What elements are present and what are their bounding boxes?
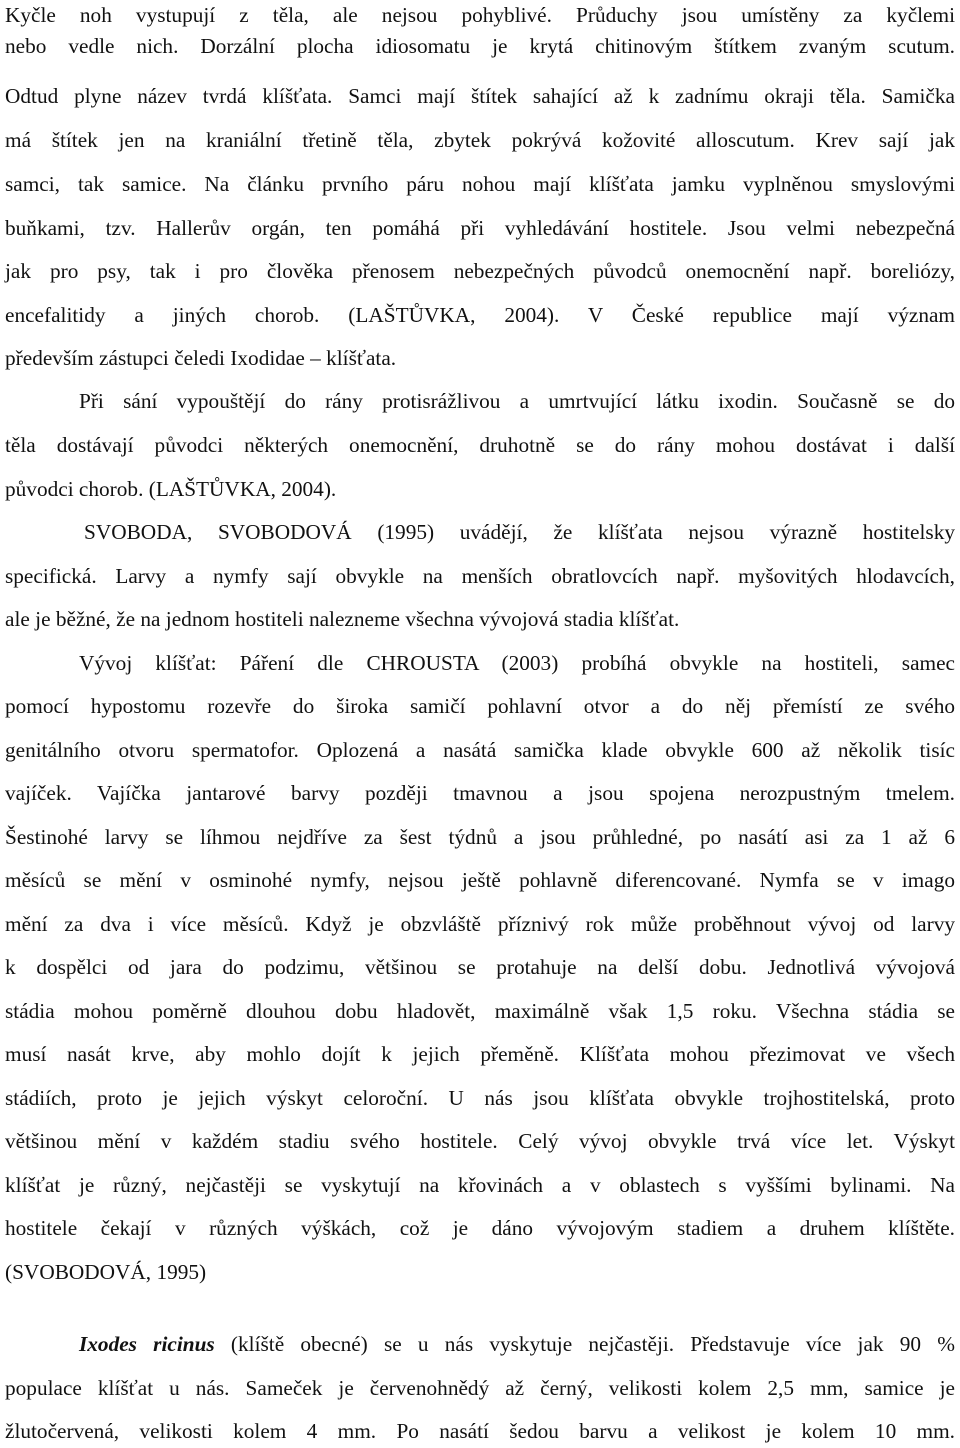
text-line: většinou mění v každém stadiu svého hostitele. Celý vývoj obvykle trvá více let. Výskyt: [5, 1129, 955, 1153]
text-line: vajíček. Vajíčka jantarové barvy později tmavnou a jsou spojena nerozpustným tmelem.: [5, 781, 955, 805]
text-line: Vývoj klíšťat: Páření dle CHROUSTA (2003) probíhá obvykle na hostiteli, samec: [79, 651, 955, 675]
text-line: klíšťat je různý, nejčastěji se vyskytují na křovinách a v oblastech s vyššími bylinami. Na: [5, 1173, 955, 1197]
text-line: populace klíšťat u nás. Sameček je červenohnědý až černý, velikosti kolem 2,5 mm, samice je: [5, 1376, 955, 1400]
text-line: samci, tak samice. Na článku prvního páru nohou mají klíšťata jamku vyplněnou smyslovými: [5, 172, 955, 196]
text-line: má štítek jen na kraniální třetině těla, zbytek pokrývá kožovité alloscutum. Krev sají jak: [5, 128, 955, 152]
text-line: pomocí hypostomu rozevře do široka samičí pohlavní otvor a do něj přemístí ze svého: [5, 694, 955, 718]
text-line: Odtud plyne název tvrdá klíšťata. Samci mají štítek sahající až k zadnímu okraji těla. Samička: [5, 84, 955, 108]
text-line: nebo vedle nich. Dorzální plocha idiosomatu je krytá chitinovým štítkem zvaným scutum.: [5, 34, 955, 58]
text-line: [79, 1329, 955, 1359]
text-line: musí nasát krve, aby mohlo dojít k jejich přeměně. Klíšťata mohou přezimovat ve všech: [5, 1042, 955, 1066]
text-line: specifická. Larvy a nymfy sají obvykle na menších obratlovcích např. myšovitých hlodavcích,: [5, 564, 955, 588]
text-line: jak pro psy, tak i pro člověka přenosem nebezpečných původců onemocnění např. boreliózy,: [5, 259, 955, 283]
text-line: stádiích, proto je jejich výskyt celoroční. U nás jsou klíšťata obvykle trojhostitelská, proto: [5, 1086, 955, 1110]
text-run: (klíště obecné) se u nás vyskytuje nejčastěji. Představuje více jak 90 %: [214, 1332, 955, 1356]
text-line: původci chorob. (LAŠTŮVKA, 2004).: [5, 477, 337, 501]
text-line: (SVOBODOVÁ, 1995): [5, 1260, 207, 1284]
text-line: žlutočervená, velikosti kolem 4 mm. Po nasátí šedou barvu a velikost je kolem 10 mm.: [5, 1419, 955, 1443]
text-line: genitálního otvoru spermatofor. Oplozená a nasátá samička klade obvykle 600 až několik tisíc: [5, 738, 955, 762]
text-line: Kyčle noh vystupují z těla, ale nejsou pohyblivé. Průduchy jsou umístěny za kyčlemi: [5, 3, 955, 27]
text-line: hostitele čekají v různých výškách, což je dáno vývojovým stadiem a druhem klíštěte.: [5, 1216, 955, 1240]
text-line: ale je běžné, že na jednom hostiteli nalezneme všechna vývojová stadia klíšťat.: [5, 607, 680, 631]
text-line: k dospělci od jara do podzimu, většinou se protahuje na delší dobu. Jednotlivá vývojová: [5, 955, 955, 979]
text-line: Šestinohé larvy se líhmou nejdříve za šest týdnů a jsou průhledné, po nasátí asi za 1 až 6: [5, 825, 955, 849]
text-line: encefalitidy a jiných chorob. (LAŠTŮVKA, 2004). V České republice mají význam: [5, 303, 955, 327]
text-line: SVOBODA, SVOBODOVÁ (1995) uvádějí, že klíšťata nejsou výrazně hostitelsky: [84, 520, 955, 544]
species-name: Ixodes ricinus: [79, 1332, 215, 1356]
text-line: stádia mohou poměrně dlouhou dobu hladovět, maximálně však 1,5 roku. Všechna stádia se: [5, 999, 955, 1023]
text-line: měsíců se mění v osminohé nymfy, nejsou ještě pohlavně diferencované. Nymfa se v imago: [5, 868, 955, 892]
text-line: Při sání vypouštějí do rány protisrážlivou a umrtvující látku ixodin. Současně se do: [79, 389, 955, 413]
text-line: těla dostávají původci některých onemocnění, druhotně se do rány mohou dostávat i další: [5, 433, 955, 457]
text-line: především zástupci čeledi Ixodidae – klíšťata.: [5, 346, 397, 370]
text-line: mění za dva i více měsíců. Když je obzvláště příznivý rok může proběhnout vývoj od larvy: [5, 912, 955, 936]
text-line: buňkami, tzv. Hallerův orgán, ten pomáhá při vyhledávání hostitele. Jsou velmi nebezpečná: [5, 216, 955, 240]
